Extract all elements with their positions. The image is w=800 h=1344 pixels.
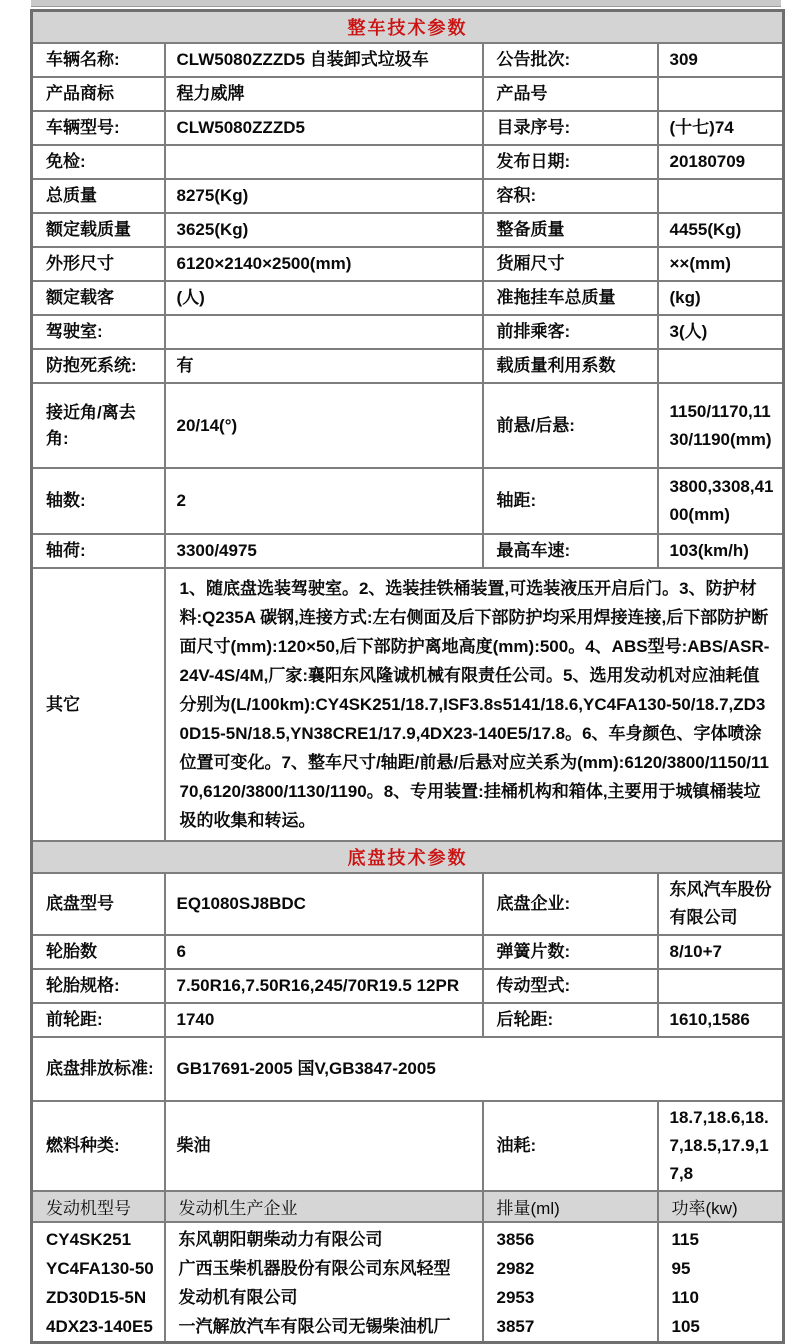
table-row [32, 468, 784, 534]
row-value: 2 [165, 468, 483, 534]
row-label: 载质量利用系数 [483, 349, 658, 383]
row-value: 3(人) [658, 315, 784, 349]
row-label: 弹簧片数: [483, 935, 658, 969]
table-row [32, 179, 784, 213]
row-label: 车辆名称: [32, 43, 165, 77]
engine-displacement-column [483, 1222, 658, 1343]
row-value: (十七)74 [658, 111, 784, 145]
row-label: 发布日期: [483, 145, 658, 179]
table-row [32, 213, 784, 247]
engine-manufacturer: 广西玉柴机器股份有限公司东风轻型 [178, 1259, 451, 1278]
other-notes-text: 1、随底盘选装驾驶室。2、选装挂铁桶装置,可选装液压开启后门。3、防护材料:Q235A 碳钢,连接方式:左右侧面及后下部防护均采用焊接连接,后下部防护断面尺寸(mm):120×50,后下部防护离地高度(mm):500。4、ABS型号:ABS/ASR-24V-4S/4M,厂家:襄阳东风隆诚机械有限责任公司。5、选用发动机对应油耗值分别为(L/100km):CY4SK251/18.7,ISF3.8s5141/18.6,YC4FA130-50/18.7,ZD30D15-5N/18.5,YN38CRE1/17.9,4DX23-140E5/17.8。6、车身颜色、字体喷涂位置可变化。7、整车尺寸/轴距/前悬/后悬对应关系为(mm):6120/3800/1150/1170,6120/3800/1130/1190。8、专用装置:挂桶机构和箱体,主要用于城镇桶装垃圾的收集和转运。 [165, 568, 784, 841]
table-row [32, 969, 784, 1003]
engine-power-column [658, 1222, 784, 1343]
row-value: 6120×2140×2500(mm) [165, 247, 483, 281]
table-row [32, 43, 784, 77]
row-value: 1740 [165, 1003, 483, 1037]
row-value: 有 [165, 349, 483, 383]
engine-model-column [32, 1222, 165, 1343]
row-label: 前排乘客: [483, 315, 658, 349]
spec-table [30, 9, 785, 1344]
engine-header-cell: 发动机型号 [32, 1191, 165, 1222]
engine-body-row [32, 1222, 784, 1343]
row-value: 程力威牌 [165, 77, 483, 111]
row-value: 东风汽车股份有限公司 [658, 873, 784, 935]
row-value: 3800,3308,4100(mm) [658, 468, 784, 534]
engine-power: 105 [671, 1317, 700, 1336]
row-label: 额定载质量 [32, 213, 165, 247]
table-row [32, 383, 784, 468]
row-value [658, 349, 784, 383]
table-row [32, 1003, 784, 1037]
row-value: EQ1080SJ8BDC [165, 873, 483, 935]
row-value: (kg) [658, 281, 784, 315]
row-value: 20180709 [658, 145, 784, 179]
row-label: 最高车速: [483, 534, 658, 568]
row-value: (人) [165, 281, 483, 315]
top-border-strip [31, 0, 781, 7]
row-value: 3625(Kg) [165, 213, 483, 247]
engine-header-cell: 发动机生产企业 [165, 1191, 483, 1222]
row-label: 前轮距: [32, 1003, 165, 1037]
row-value: CLW5080ZZZD5 [165, 111, 483, 145]
row-label: 驾驶室: [32, 315, 165, 349]
row-label: 底盘排放标准: [32, 1037, 165, 1101]
engine-displacement: 2953 [496, 1288, 535, 1307]
row-label: 额定载客 [32, 281, 165, 315]
row-label: 产品商标 [32, 77, 165, 111]
engine-displacement: 3856 [496, 1230, 535, 1249]
table-row [32, 1037, 784, 1101]
table-row [32, 315, 784, 349]
engine-manufacturer: 东风朝阳朝柴动力有限公司 [178, 1230, 383, 1249]
row-label: 外形尺寸 [32, 247, 165, 281]
row-value: 6 [165, 935, 483, 969]
engine-manufacturer: 一汽解放汽车有限公司无锡柴油机厂 [178, 1317, 451, 1336]
row-label: 油耗: [483, 1101, 658, 1191]
row-value: 8275(Kg) [165, 179, 483, 213]
row-value: 18.7,18.6,18.7,18.5,17.9,17,8 [658, 1101, 784, 1191]
table-row [32, 281, 784, 315]
engine-model: ZD30D15-5N [46, 1288, 147, 1307]
section-title-chassis: 底盘技术参数 [32, 841, 784, 873]
table-row [32, 1101, 784, 1191]
row-label: 容积: [483, 179, 658, 213]
engine-power: 110 [671, 1288, 699, 1307]
row-label: 车辆型号: [32, 111, 165, 145]
row-label: 公告批次: [483, 43, 658, 77]
table-row [32, 534, 784, 568]
row-label: 目录序号: [483, 111, 658, 145]
table-row [32, 873, 784, 935]
row-value [165, 145, 483, 179]
row-label: 接近角/离去角: [32, 383, 165, 468]
row-label: 前悬/后悬: [483, 383, 658, 468]
row-value: 309 [658, 43, 784, 77]
row-value: 7.50R16,7.50R16,245/70R19.5 12PR [165, 969, 483, 1003]
row-value: 1610,1586 [658, 1003, 784, 1037]
row-value: 103(km/h) [658, 534, 784, 568]
engine-displacement: 3857 [496, 1317, 535, 1336]
row-label: 轴距: [483, 468, 658, 534]
spec-table-body [32, 11, 784, 1343]
row-label: 总质量 [32, 179, 165, 213]
row-label: 货厢尺寸 [483, 247, 658, 281]
row-value: CLW5080ZZZD5 自装卸式垃圾车 [165, 43, 483, 77]
engine-model: CY4SK251 [46, 1230, 132, 1249]
table-row [32, 935, 784, 969]
engine-manufacturer-column [165, 1222, 483, 1343]
row-label: 产品号 [483, 77, 658, 111]
section-title-vehicle: 整车技术参数 [32, 11, 784, 44]
row-label: 燃料种类: [32, 1101, 165, 1191]
row-value: 3300/4975 [165, 534, 483, 568]
row-label: 轴荷: [32, 534, 165, 568]
engine-manufacturer: 发动机有限公司 [178, 1288, 298, 1307]
row-value [658, 77, 784, 111]
engine-model: YC4FA130-50 [46, 1259, 154, 1278]
engine-power: 115 [671, 1230, 699, 1249]
engine-model: 4DX23-140E5 [46, 1317, 153, 1336]
engine-header-cell: 功率(kw) [658, 1191, 784, 1222]
row-value: 1150/1170,1130/1190(mm) [658, 383, 784, 468]
row-label: 底盘企业: [483, 873, 658, 935]
table-row [32, 145, 784, 179]
table-row [32, 77, 784, 111]
row-value: 8/10+7 [658, 935, 784, 969]
row-label: 后轮距: [483, 1003, 658, 1037]
engine-power: 95 [671, 1259, 691, 1278]
table-row [32, 568, 784, 841]
row-value: GB17691-2005 国V,GB3847-2005 [165, 1037, 784, 1101]
row-label: 防抱死系统: [32, 349, 165, 383]
table-row [32, 247, 784, 281]
row-label: 传动型式: [483, 969, 658, 1003]
row-label: 底盘型号 [32, 873, 165, 935]
row-label: 准拖挂车总质量 [483, 281, 658, 315]
other-label: 其它 [32, 568, 165, 841]
row-label: 轮胎数 [32, 935, 165, 969]
row-label: 免检: [32, 145, 165, 179]
row-value [658, 179, 784, 213]
engine-header-cell: 排量(ml) [483, 1191, 658, 1222]
row-value: ××(mm) [658, 247, 784, 281]
table-row [32, 111, 784, 145]
row-value: 柴油 [165, 1101, 483, 1191]
row-value [165, 315, 483, 349]
table-row [32, 349, 784, 383]
row-value [658, 969, 784, 1003]
section-title-vehicle-row [32, 11, 784, 44]
row-label: 轴数: [32, 468, 165, 534]
engine-header-row [32, 1191, 784, 1222]
row-label: 整备质量 [483, 213, 658, 247]
engine-displacement: 2982 [496, 1259, 535, 1278]
row-label: 轮胎规格: [32, 969, 165, 1003]
row-value: 20/14(°) [165, 383, 483, 468]
section-title-chassis-row [32, 841, 784, 873]
row-value: 4455(Kg) [658, 213, 784, 247]
